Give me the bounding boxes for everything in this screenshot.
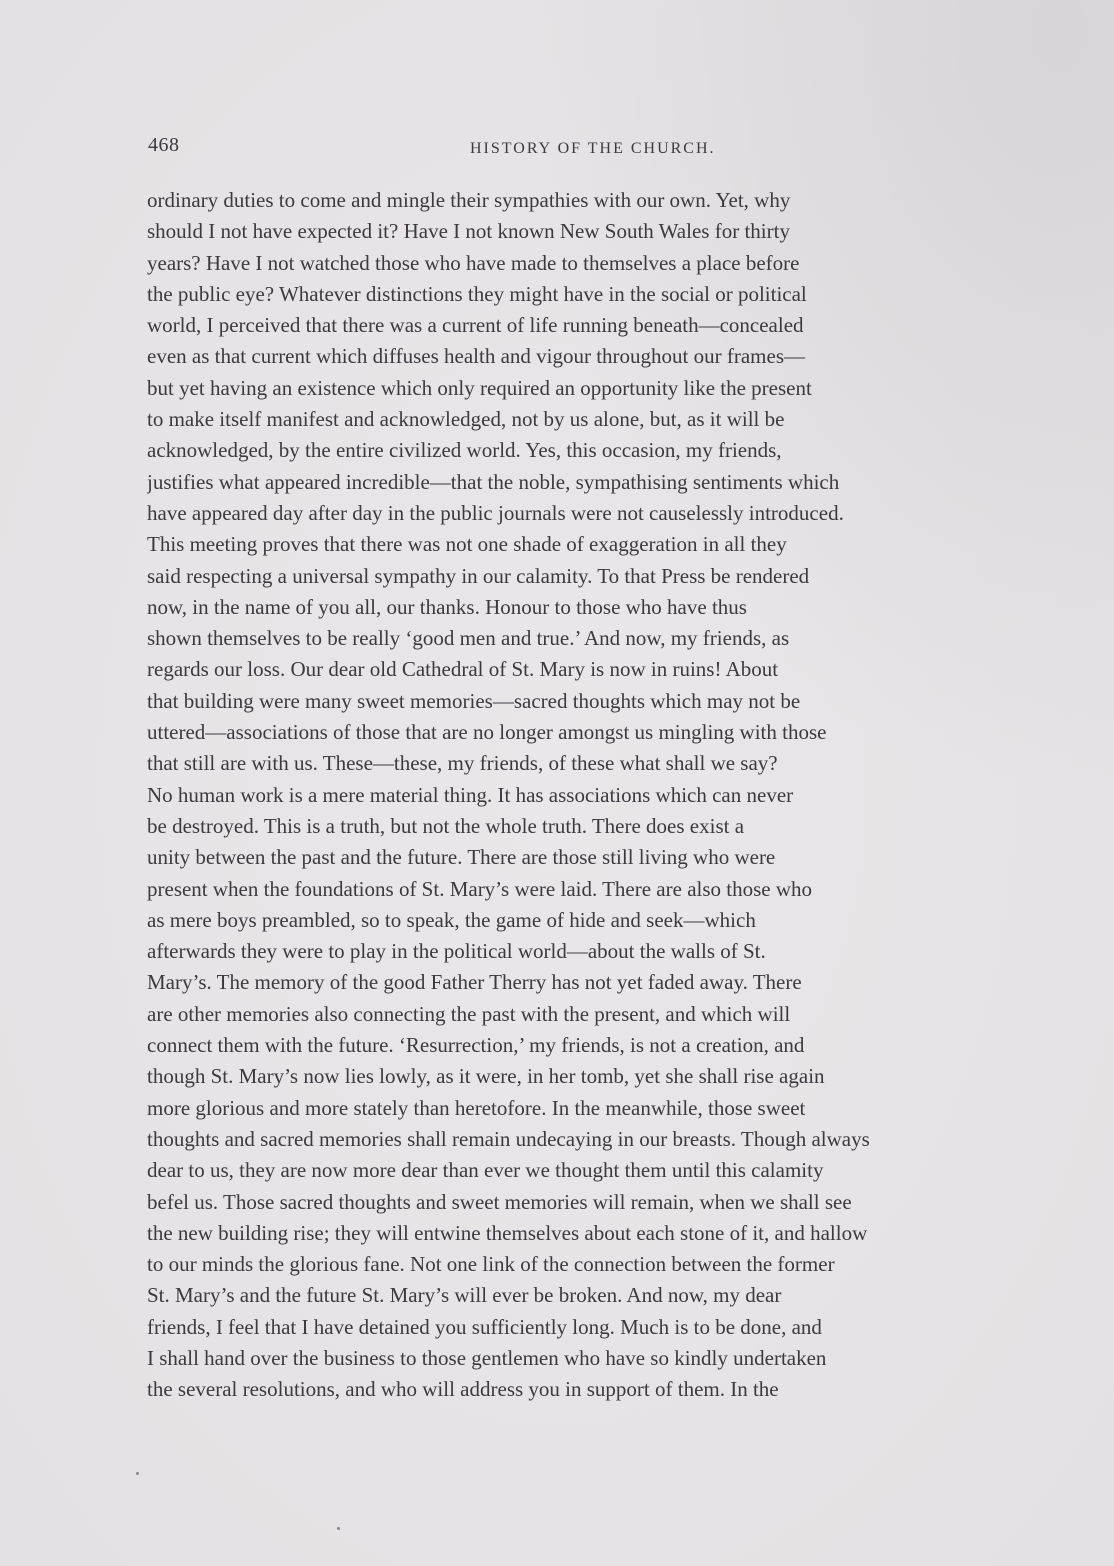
text-line: that building were many sweet memories—sacred thoughts which may not be	[147, 688, 801, 713]
text-line: friends, I feel that I have detained you sufficiently long. Much is to be done, and	[147, 1314, 822, 1339]
text-line: acknowledged, by the entire civilized world. Yes, this occasion, my friends,	[147, 438, 782, 463]
text-line: I shall hand over the business to those gentlemen who have so kindly undertaken	[147, 1345, 827, 1370]
paper-speck	[337, 1527, 340, 1530]
text-line: have appeared day after day in the public journals were not causelessly introduced.	[147, 500, 844, 525]
text-line: justifies what appeared incredible—that the noble, sympathising sentiments which	[147, 469, 840, 494]
text-line: connect them with the future. ‘Resurrection,’ my friends, is not a creation, and	[147, 1033, 805, 1058]
text-line: as mere boys preambled, so to speak, the game of hide and seek—which	[147, 907, 756, 932]
text-line: world, I perceived that there was a current of life running beneath—concealed	[147, 313, 804, 338]
text-line: afterwards they were to play in the political world—about the walls of St.	[147, 939, 766, 964]
text-line: No human work is a mere material thing. It has associations which can never	[147, 782, 794, 807]
text-line: but yet having an existence which only required an opportunity like the present	[147, 375, 812, 400]
page-header	[148, 134, 1056, 164]
text-line: years? Have I not watched those who have made to themselves a place before	[147, 250, 800, 275]
text-line: ordinary duties to come and mingle their sympathies with our own. Yet, why	[147, 188, 791, 212]
running-head: HISTORY OF THE CHURCH.	[470, 140, 716, 157]
text-line: be destroyed. This is a truth, but not the whole truth. There does exist a	[147, 813, 745, 838]
text-line: the new building rise; they will entwine themselves about each stone of it, and hallow	[147, 1220, 868, 1245]
text-line: the several resolutions, and who will address you in support of them. In the	[147, 1377, 779, 1402]
text-line: shown themselves to be really ‘good men and true.’ And now, my friends, as	[147, 626, 790, 651]
text-line: dear to us, they are now more dear than ever we thought them until this calamity	[147, 1158, 824, 1183]
text-line: present when the foundations of St. Mary’s were laid. There are also those who	[147, 876, 813, 901]
page-number: 468	[148, 134, 180, 156]
text-line: now, in the name of you all, our thanks. Honour to those who have thus	[147, 594, 747, 619]
text-line: uttered—associations of those that are no longer amongst us mingling with those	[147, 720, 827, 745]
text-line: thoughts and sacred memories shall remain undecaying in our breasts. Though always	[147, 1126, 870, 1151]
text-line: St. Mary’s and the future St. Mary’s will ever be broken. And now, my dear	[147, 1283, 782, 1308]
text-line: unity between the past and the future. There are those still living who were	[147, 845, 776, 870]
text-line: to our minds the glorious fane. Not one link of the connection between the former	[147, 1252, 835, 1277]
text-line: said respecting a universal sympathy in our calamity. To that Press be rendered	[147, 563, 810, 588]
text-line: Mary’s. The memory of the good Father Therry has not yet faded away. There	[147, 970, 802, 995]
text-line: that still are with us. These—these, my friends, of these what shall we say?	[147, 751, 778, 776]
text-line: to make itself manifest and acknowledged, not by us alone, but, as it will be	[147, 407, 785, 432]
text-line: regards our loss. Our dear old Cathedral of St. Mary is now in ruins! About	[147, 657, 779, 682]
paper-speck	[136, 1472, 139, 1475]
text-line: This meeting proves that there was not one shade of exaggeration in all they	[147, 532, 787, 557]
text-line: more glorious and more stately than heretofore. In the meanwhile, those sweet	[147, 1095, 806, 1120]
body-text	[147, 185, 1055, 1406]
text-line: even as that current which diffuses health and vigour throughout our frames—	[147, 344, 806, 369]
text-line: though St. Mary’s now lies lowly, as it were, in her tomb, yet she shall rise again	[147, 1064, 825, 1089]
text-line: befel us. Those sacred thoughts and sweet memories will remain, when we shall see	[147, 1189, 852, 1214]
text-line: the public eye? Whatever distinctions they might have in the social or political	[147, 281, 807, 306]
text-line: are other memories also connecting the past with the present, and which will	[147, 1001, 791, 1026]
text-line: should I not have expected it? Have I not known New South Wales for thirty	[147, 219, 790, 244]
